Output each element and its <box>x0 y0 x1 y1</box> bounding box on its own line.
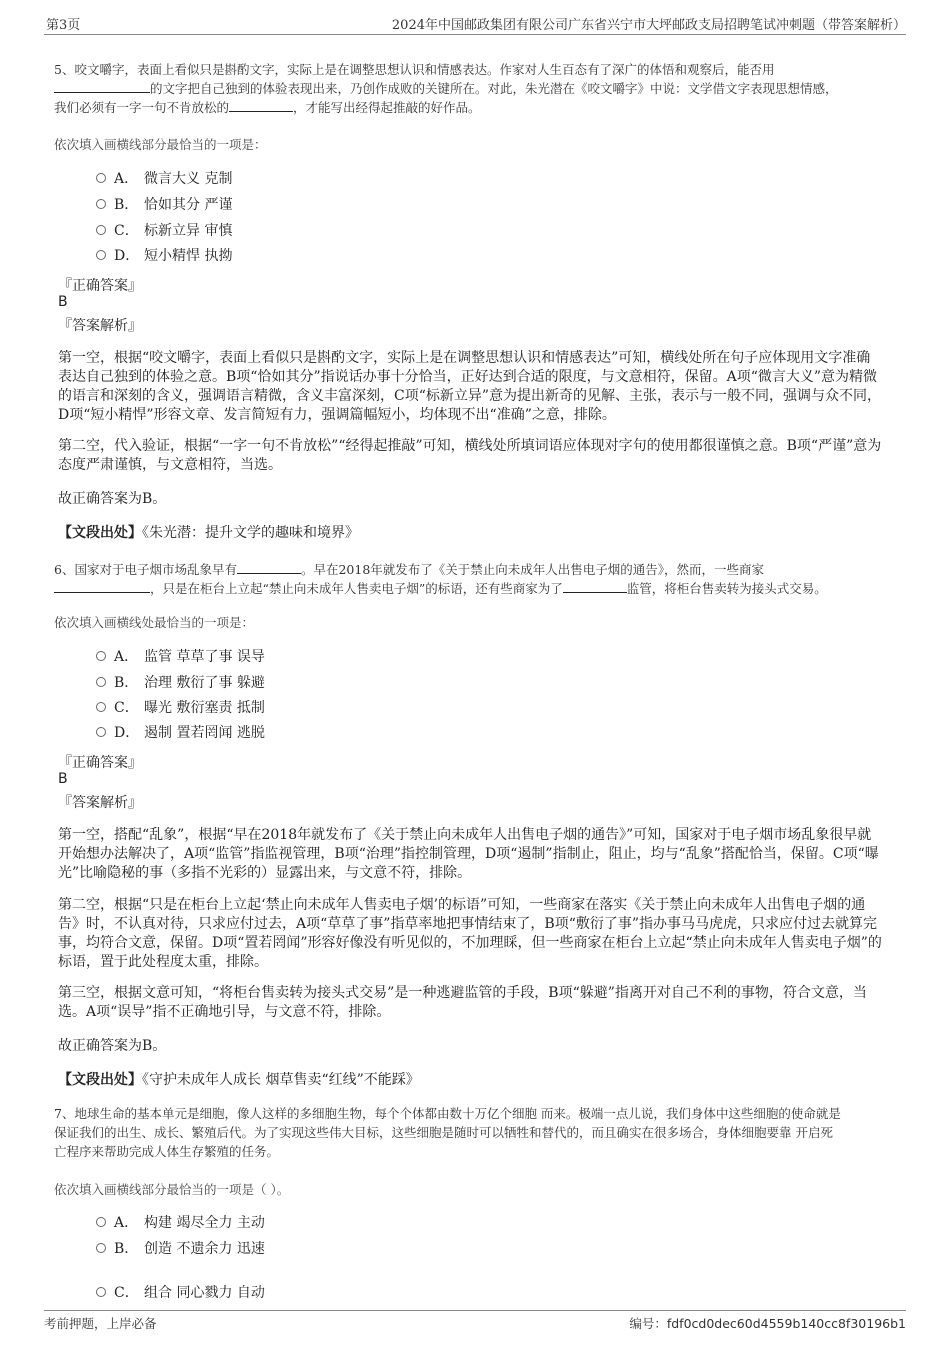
radio-icon[interactable] <box>96 702 106 712</box>
question-6-prompt: 依次填入画横线处最恰当的一项是： <box>54 615 255 630</box>
q6-option-d[interactable]: D． 遏制 置若罔闻 逃脱 <box>96 723 265 743</box>
radio-icon[interactable] <box>96 199 106 209</box>
footer-slogan: 考前押题，上岸必备 <box>44 1316 157 1331</box>
q5-analysis-label: 『答案解析』 <box>58 318 142 334</box>
q6-analysis-p4: 故正确答案为B。 <box>58 1038 167 1054</box>
header-divider <box>44 34 906 35</box>
q5-option-a[interactable]: A． 微言大义 克制 <box>96 169 232 189</box>
q5-analysis-p1: 第一空，根据“咬文嚼字，表面上看似只是斟酌文字，实际上是在调整思想认识和情感表达”可知，横线处所在句子应体现用文字准确表达自己独到的体验之意。B项“恰如其分”指说话办事十分恰当，正好达到合适的限度，与文意相符，保留。A项“微言大义”意为精微的语言和深刻的含义，强调语言精微，含义丰富深刻，C项“标新立异”意为提出新奇的见解、主张，表示与一般不同，强调与众不同，D项“短小精悍”形容文章、发言简短有力，强调篇幅短小，均体现不出“准确”之意，排除。 <box>58 350 882 423</box>
question-6-stem <box>54 560 886 598</box>
blank-2 <box>54 579 150 593</box>
q5-analysis-p3: 故正确答案为B。 <box>58 491 167 507</box>
q5-option-d[interactable]: D． 短小精悍 执拗 <box>96 246 232 266</box>
radio-icon[interactable] <box>96 173 106 183</box>
blank-1 <box>54 79 150 93</box>
radio-icon[interactable] <box>96 1243 106 1253</box>
footer-code: 编号：fdf0cd0dec60d4559b140cc8f30196b1 <box>629 1316 906 1331</box>
question-5-stem <box>54 60 886 117</box>
question-7-line-3: 亡程序来帮助完成人体生存繁殖的任务。 <box>54 1144 280 1159</box>
question-5-line-2: 的文字把自己独到的体验表现出来，乃创作成败的关键所在。对此，朱光潜在《咬文嚼字》中说：文学借文字表现思想情感， <box>54 79 886 98</box>
radio-icon[interactable] <box>96 225 106 235</box>
blank-3 <box>563 579 627 593</box>
q7-option-a[interactable]: A． 构建 竭尽全力 主动 <box>96 1213 265 1233</box>
page-number: 第3页 <box>46 18 81 33</box>
q6-option-a[interactable]: A． 监管 草草了事 误导 <box>96 647 265 667</box>
document-title: 2024年中国邮政集团有限公司广东省兴宁市大坪邮政支局招聘笔试冲刺题（带答案解析） <box>391 18 906 33</box>
radio-icon[interactable] <box>96 250 106 260</box>
q6-analysis-p1: 第一空，搭配“乱象”，根据“早在2018年就发布了《关于禁止向未成年人出售电子烟的通告》”可知，国家对于电子烟市场乱象很早就开始想办法解决了，A项“监管”指监视管理，B项“治理”指控制管理，D项“遏制”指制止，阻止，均与“乱象”搭配恰当，保留。C项“曝光”比喻隐秘的事（多指不光彩的）显露出来，与文意不符，排除。 <box>58 827 879 881</box>
question-5-line-3: 我们必须有一字一句不肯放松的 ，才能写出经得起推敲的好作品。 <box>54 100 481 115</box>
q5-option-b[interactable]: B． 恰如其分 严谨 <box>96 195 232 215</box>
question-7-line-1: 7、地球生命的基本单元是细胞，像人这样的多细胞生物，每个个体都由数十万亿个细胞 而来。极端一点儿说，我们身体中这些细胞的使命就是 <box>54 1106 841 1121</box>
page-header <box>44 14 906 34</box>
q6-answer: B <box>58 771 68 787</box>
radio-icon[interactable] <box>96 1287 106 1297</box>
q6-option-c[interactable]: C． 曝光 敷衍塞责 抵制 <box>96 698 265 718</box>
radio-icon[interactable] <box>96 727 106 737</box>
question-7-prompt: 依次填入画横线部分最恰当的一项是（ ）。 <box>54 1182 290 1197</box>
q7-option-c[interactable]: C． 组合 同心戮力 自动 <box>96 1283 265 1303</box>
q5-source: 【文段出处】《朱光潜：提升文学的趣味和境界》 <box>58 525 359 541</box>
question-5-line-1: 5、咬文嚼字，表面上看似只是斟酌文字，实际上是在调整思想认识和情感表达。作家对人生百态有了深广的体悟和观察后，能否用 <box>54 62 775 77</box>
document-code: fdf0cd0dec60d4559b140cc8f30196b1 <box>666 1316 906 1331</box>
footer-divider <box>44 1310 906 1311</box>
q6-analysis-label: 『答案解析』 <box>58 795 142 811</box>
radio-icon[interactable] <box>96 677 106 687</box>
question-6-line-2: ，只是在柜台上立起“禁止向未成年人售卖电子烟”的标语，还有些商家为了 监管，将柜台售卖转为接头式交易。 <box>54 579 886 598</box>
q6-option-b[interactable]: B． 治理 敷衍了事 躲避 <box>96 673 265 693</box>
question-7-line-2: 保证我们的出生、成长、繁殖后代。为了实现这些伟大目标，这些细胞是随时可以牺牲和替代的，而且确实在很多场合，身体细胞要靠 开启死 <box>54 1125 833 1140</box>
blank-1 <box>237 560 301 574</box>
q5-option-c[interactable]: C． 标新立异 审慎 <box>96 221 232 241</box>
q5-answer: B <box>58 294 68 310</box>
radio-icon[interactable] <box>96 1217 106 1227</box>
radio-icon[interactable] <box>96 651 106 661</box>
q6-analysis-p2: 第二空，根据“只是在柜台上立起‘禁止向未成年人售卖电子烟’的标语”可知，一些商家在落实《关于禁止向未成年人出售电子烟的通告》时，不认真对待，只求应付过去，A项“草草了事”指草率地把事情结束了，B项“敷衍了事”指办事马马虎虎，只求应付过去就算完事，均符合文意，保留。D项“置若罔闻”形容好像没有听见似的，不加理睬，但一些商家在柜台上立起“禁止向未成年人售卖电子烟”的标语，置于此处程度太重，排除。 <box>58 897 882 970</box>
q5-analysis-p2: 第二空，代入验证，根据“一字一句不肯放松”“经得起推敲”可知，横线处所填词语应体现对字句的使用都很谨慎之意。B项“严谨”意为态度严肃谨慎，与文意相符，当选。 <box>58 438 882 473</box>
q6-answer-label: 『正确答案』 <box>58 755 142 771</box>
blank-2 <box>229 98 293 112</box>
question-6-line-1: 6、国家对于电子烟市场乱象早有 。早在2018年就发布了《关于禁止向未成年人出售电子烟的通告》，然而，一些商家 <box>54 562 765 577</box>
q5-answer-label: 『正确答案』 <box>58 278 142 294</box>
q6-source: 【文段出处】《守护未成年人成长 烟草售卖“红线”不能踩》 <box>58 1072 420 1088</box>
question-7-stem <box>54 1104 886 1161</box>
question-5-prompt: 依次填入画横线部分最恰当的一项是： <box>54 137 267 152</box>
q7-option-b[interactable]: B． 创造 不遗余力 迅速 <box>96 1239 265 1259</box>
q6-analysis-p3: 第三空，根据文意可知，“将柜台售卖转为接头式交易”是一种逃避监管的手段，B项“躲避”指离开对自己不利的事物，符合文意，当选。A项“误导”指不正确地引导，与文意不符，排除。 <box>58 985 867 1020</box>
